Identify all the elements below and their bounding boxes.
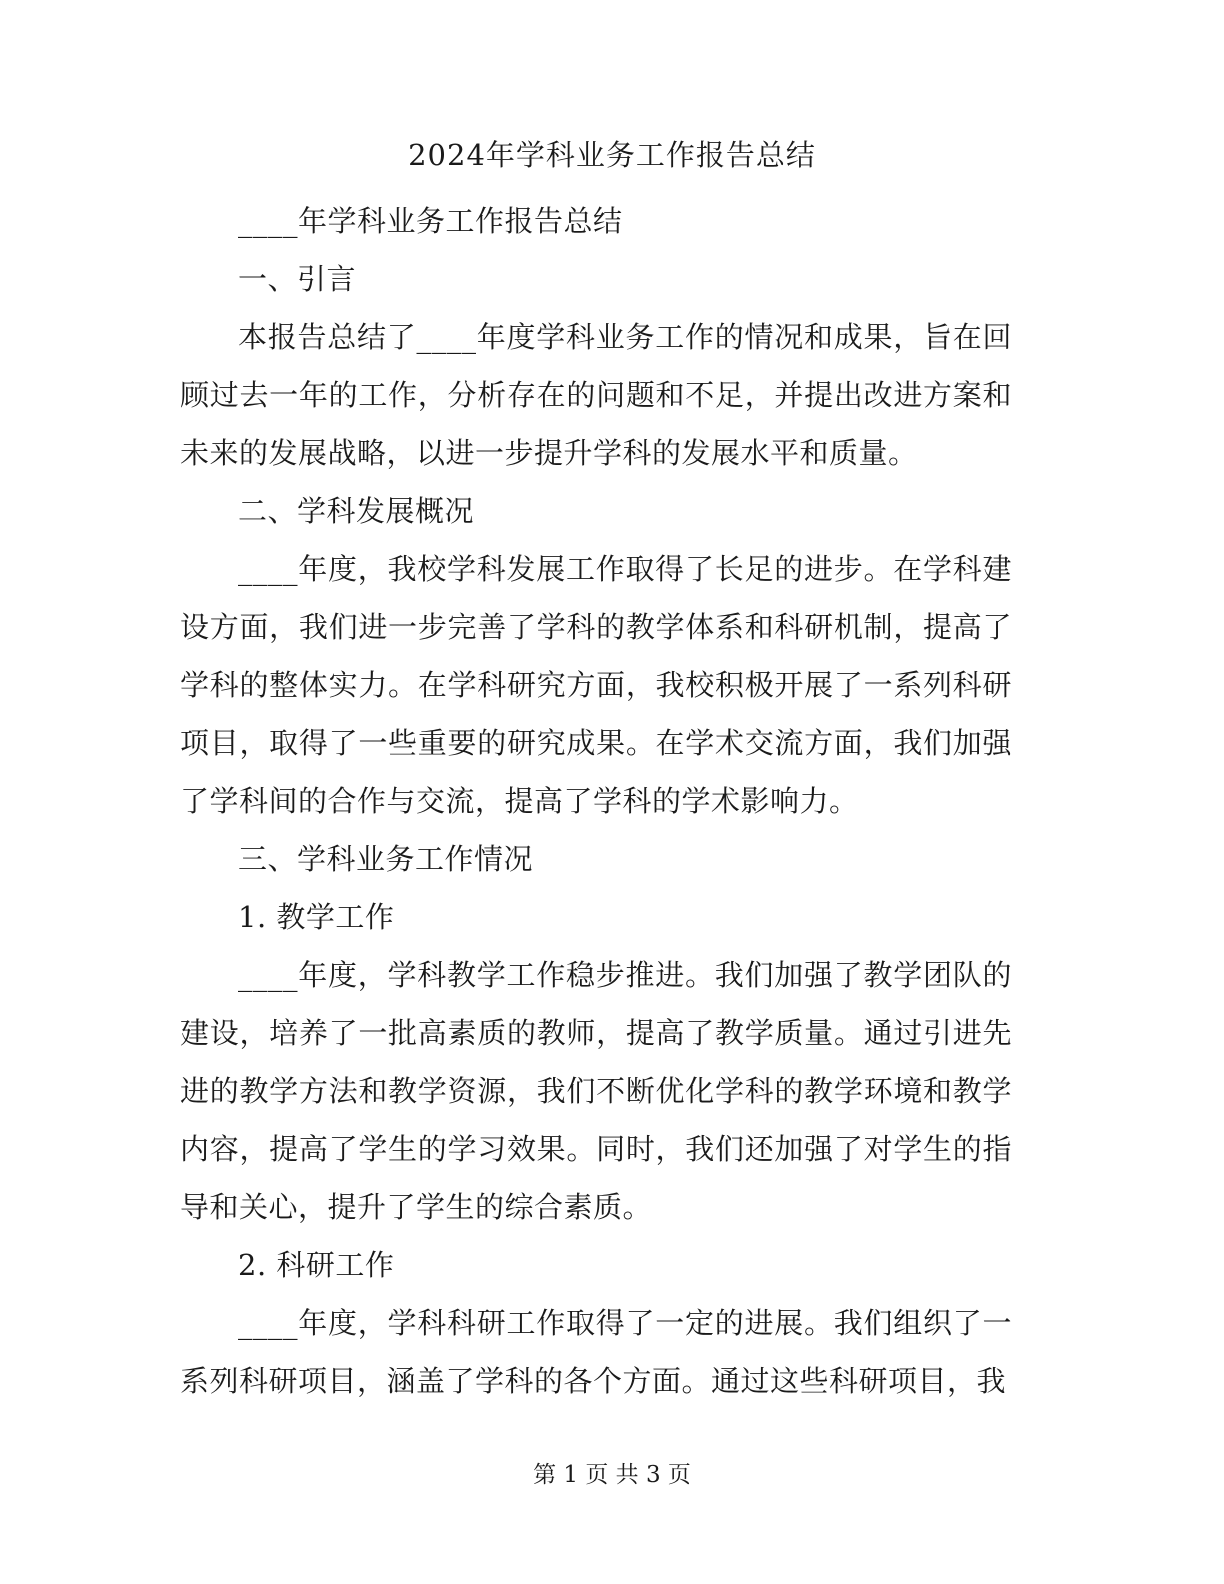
section-heading-intro: 一、引言 [238, 262, 357, 296]
paragraph-research: ____年度，学科科研工作取得了一定的进展。我们组织了一系列科研项目，涵盖了学科的各个方面。通过这些科研项目，我 [180, 1306, 1012, 1398]
document-title: 2024年学科业务工作报告总结 [408, 138, 816, 172]
document-body [180, 192, 1012, 1410]
section-heading-overview: 二、学科发展概况 [238, 494, 475, 528]
section-heading-work: 三、学科业务工作情况 [238, 842, 534, 876]
paragraph-overview: ____年度，我校学科发展工作取得了长足的进步。在学科建设方面，我们进一步完善了学科的教学体系和科研机制，提高了学科的整体实力。在学科研究方面，我校积极开展了一系列科研项目，取得了一些重要的研究成果。在学术交流方面，我们加强了学科间的合作与交流，提高了学科的学术影响力。 [180, 552, 1012, 818]
paragraph-intro: 本报告总结了____年度学科业务工作的情况和成果，旨在回顾过去一年的工作，分析存在的问题和不足，并提出改进方案和未来的发展战略，以进一步提升学科的发展水平和质量。 [180, 320, 1012, 470]
subsection-heading-research: 2. 科研工作 [238, 1248, 395, 1282]
page-footer: 第 1 页 共 3 页 [533, 1462, 691, 1488]
subsection-heading-teaching: 1. 教学工作 [238, 900, 395, 934]
paragraph-teaching: ____年度，学科教学工作稳步推进。我们加强了教学团队的建设，培养了一批高素质的教师，提高了教学质量。通过引进先进的教学方法和教学资源，我们不断优化学科的教学环境和教学内容，提高了学生的学习效果。同时，我们还加强了对学生的指导和关心，提升了学生的综合素质。 [180, 958, 1012, 1224]
report-subtitle: ____年学科业务工作报告总结 [238, 204, 623, 238]
